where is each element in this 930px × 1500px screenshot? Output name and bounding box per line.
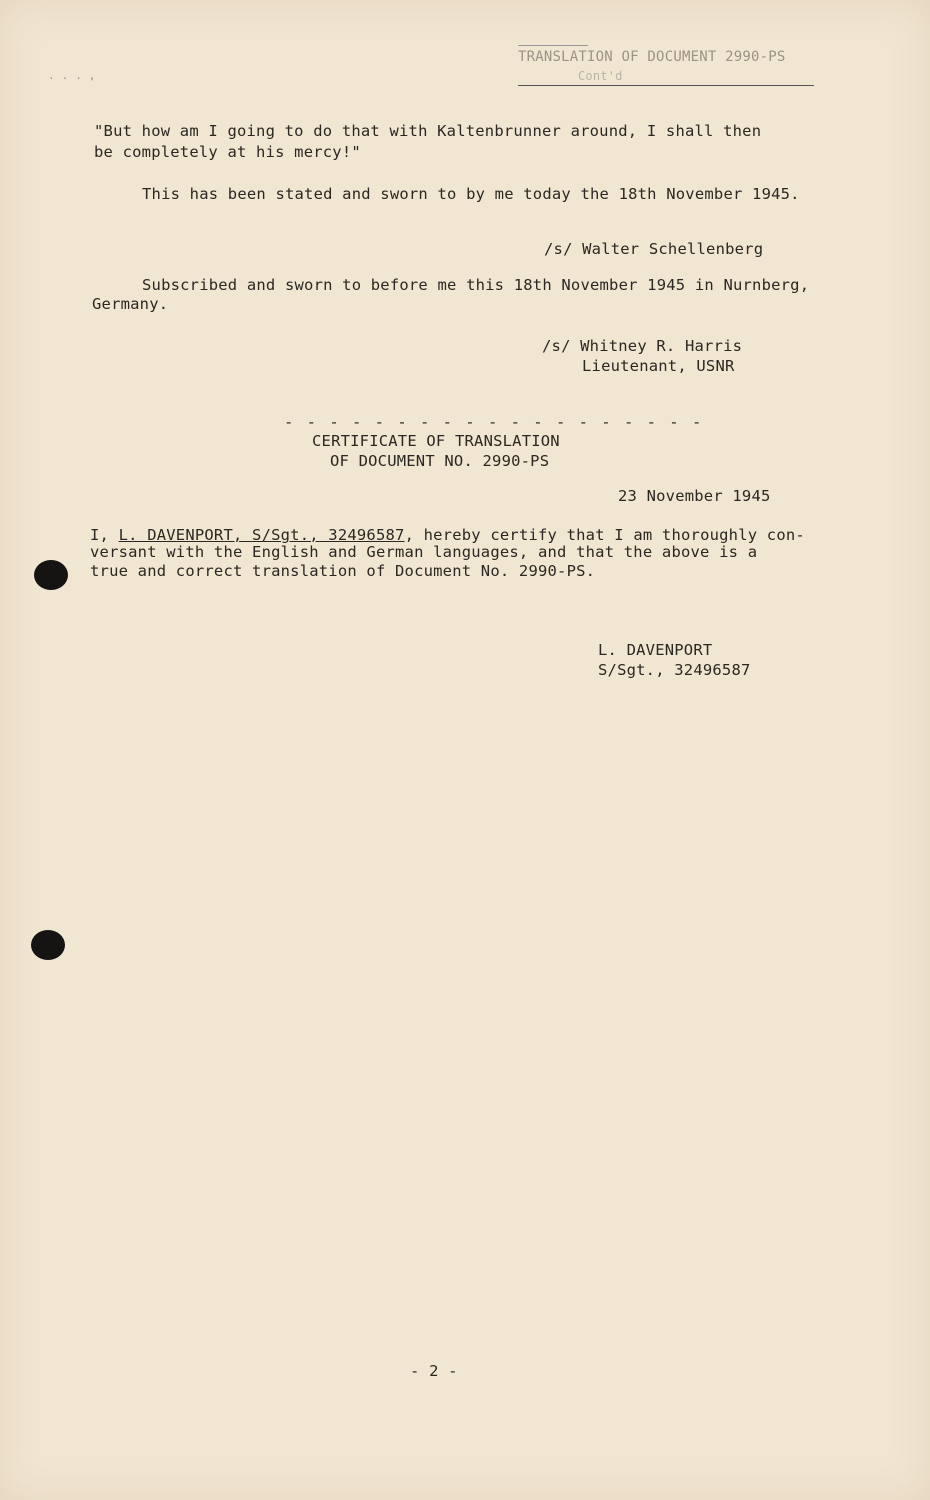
header-subtitle: Cont'd bbox=[578, 69, 623, 83]
subscribed-line-1: Subscribed and sworn to before me this 18th November 1945 in Nurnberg, bbox=[142, 276, 810, 294]
certificate-title-2: OF DOCUMENT NO. 2990-PS bbox=[330, 452, 550, 470]
translator-underlined: L. DAVENPORT, S/Sgt., 32496587 bbox=[118, 526, 405, 544]
statement-text: This has been stated and sworn to by me today the 18th November 1945. bbox=[142, 185, 800, 203]
header-underline bbox=[518, 85, 814, 86]
certificate-date: 23 November 1945 bbox=[618, 487, 771, 505]
punch-hole-top bbox=[34, 560, 68, 590]
certificate-dashes: - - - - - - - - - - - - - - - - - - - bbox=[284, 413, 704, 431]
certificate-title-1: CERTIFICATE OF TRANSLATION bbox=[312, 432, 560, 450]
quote-line-2: be completely at his mercy!" bbox=[94, 143, 361, 161]
quote-line-1: "But how am I going to do that with Kaltenbrunner around, I shall then bbox=[94, 122, 762, 140]
certificate-prefix: I, bbox=[90, 526, 119, 544]
header-top-rule bbox=[518, 45, 588, 46]
translator-sign-name: L. DAVENPORT bbox=[598, 641, 713, 659]
signature-schellenberg: /s/ Walter Schellenberg bbox=[544, 240, 764, 258]
punch-hole-bottom bbox=[31, 930, 65, 960]
stray-marks: . . . , bbox=[48, 69, 96, 82]
page-number: - 2 - bbox=[410, 1362, 458, 1380]
signature-harris-name: /s/ Whitney R. Harris bbox=[542, 337, 743, 355]
subscribed-line-2: Germany. bbox=[92, 295, 169, 313]
certificate-line1-rest: , hereby certify that I am thoroughly con- bbox=[404, 526, 805, 544]
certificate-text-line-3: true and correct translation of Document No. 2990-PS. bbox=[90, 562, 596, 580]
translator-sign-rank: S/Sgt., 32496587 bbox=[598, 661, 751, 679]
signature-harris-rank: Lieutenant, USNR bbox=[582, 357, 735, 375]
header-title: TRANSLATION OF DOCUMENT 2990-PS bbox=[518, 49, 786, 65]
certificate-text-line-2: versant with the English and German languages, and that the above is a bbox=[90, 543, 758, 561]
